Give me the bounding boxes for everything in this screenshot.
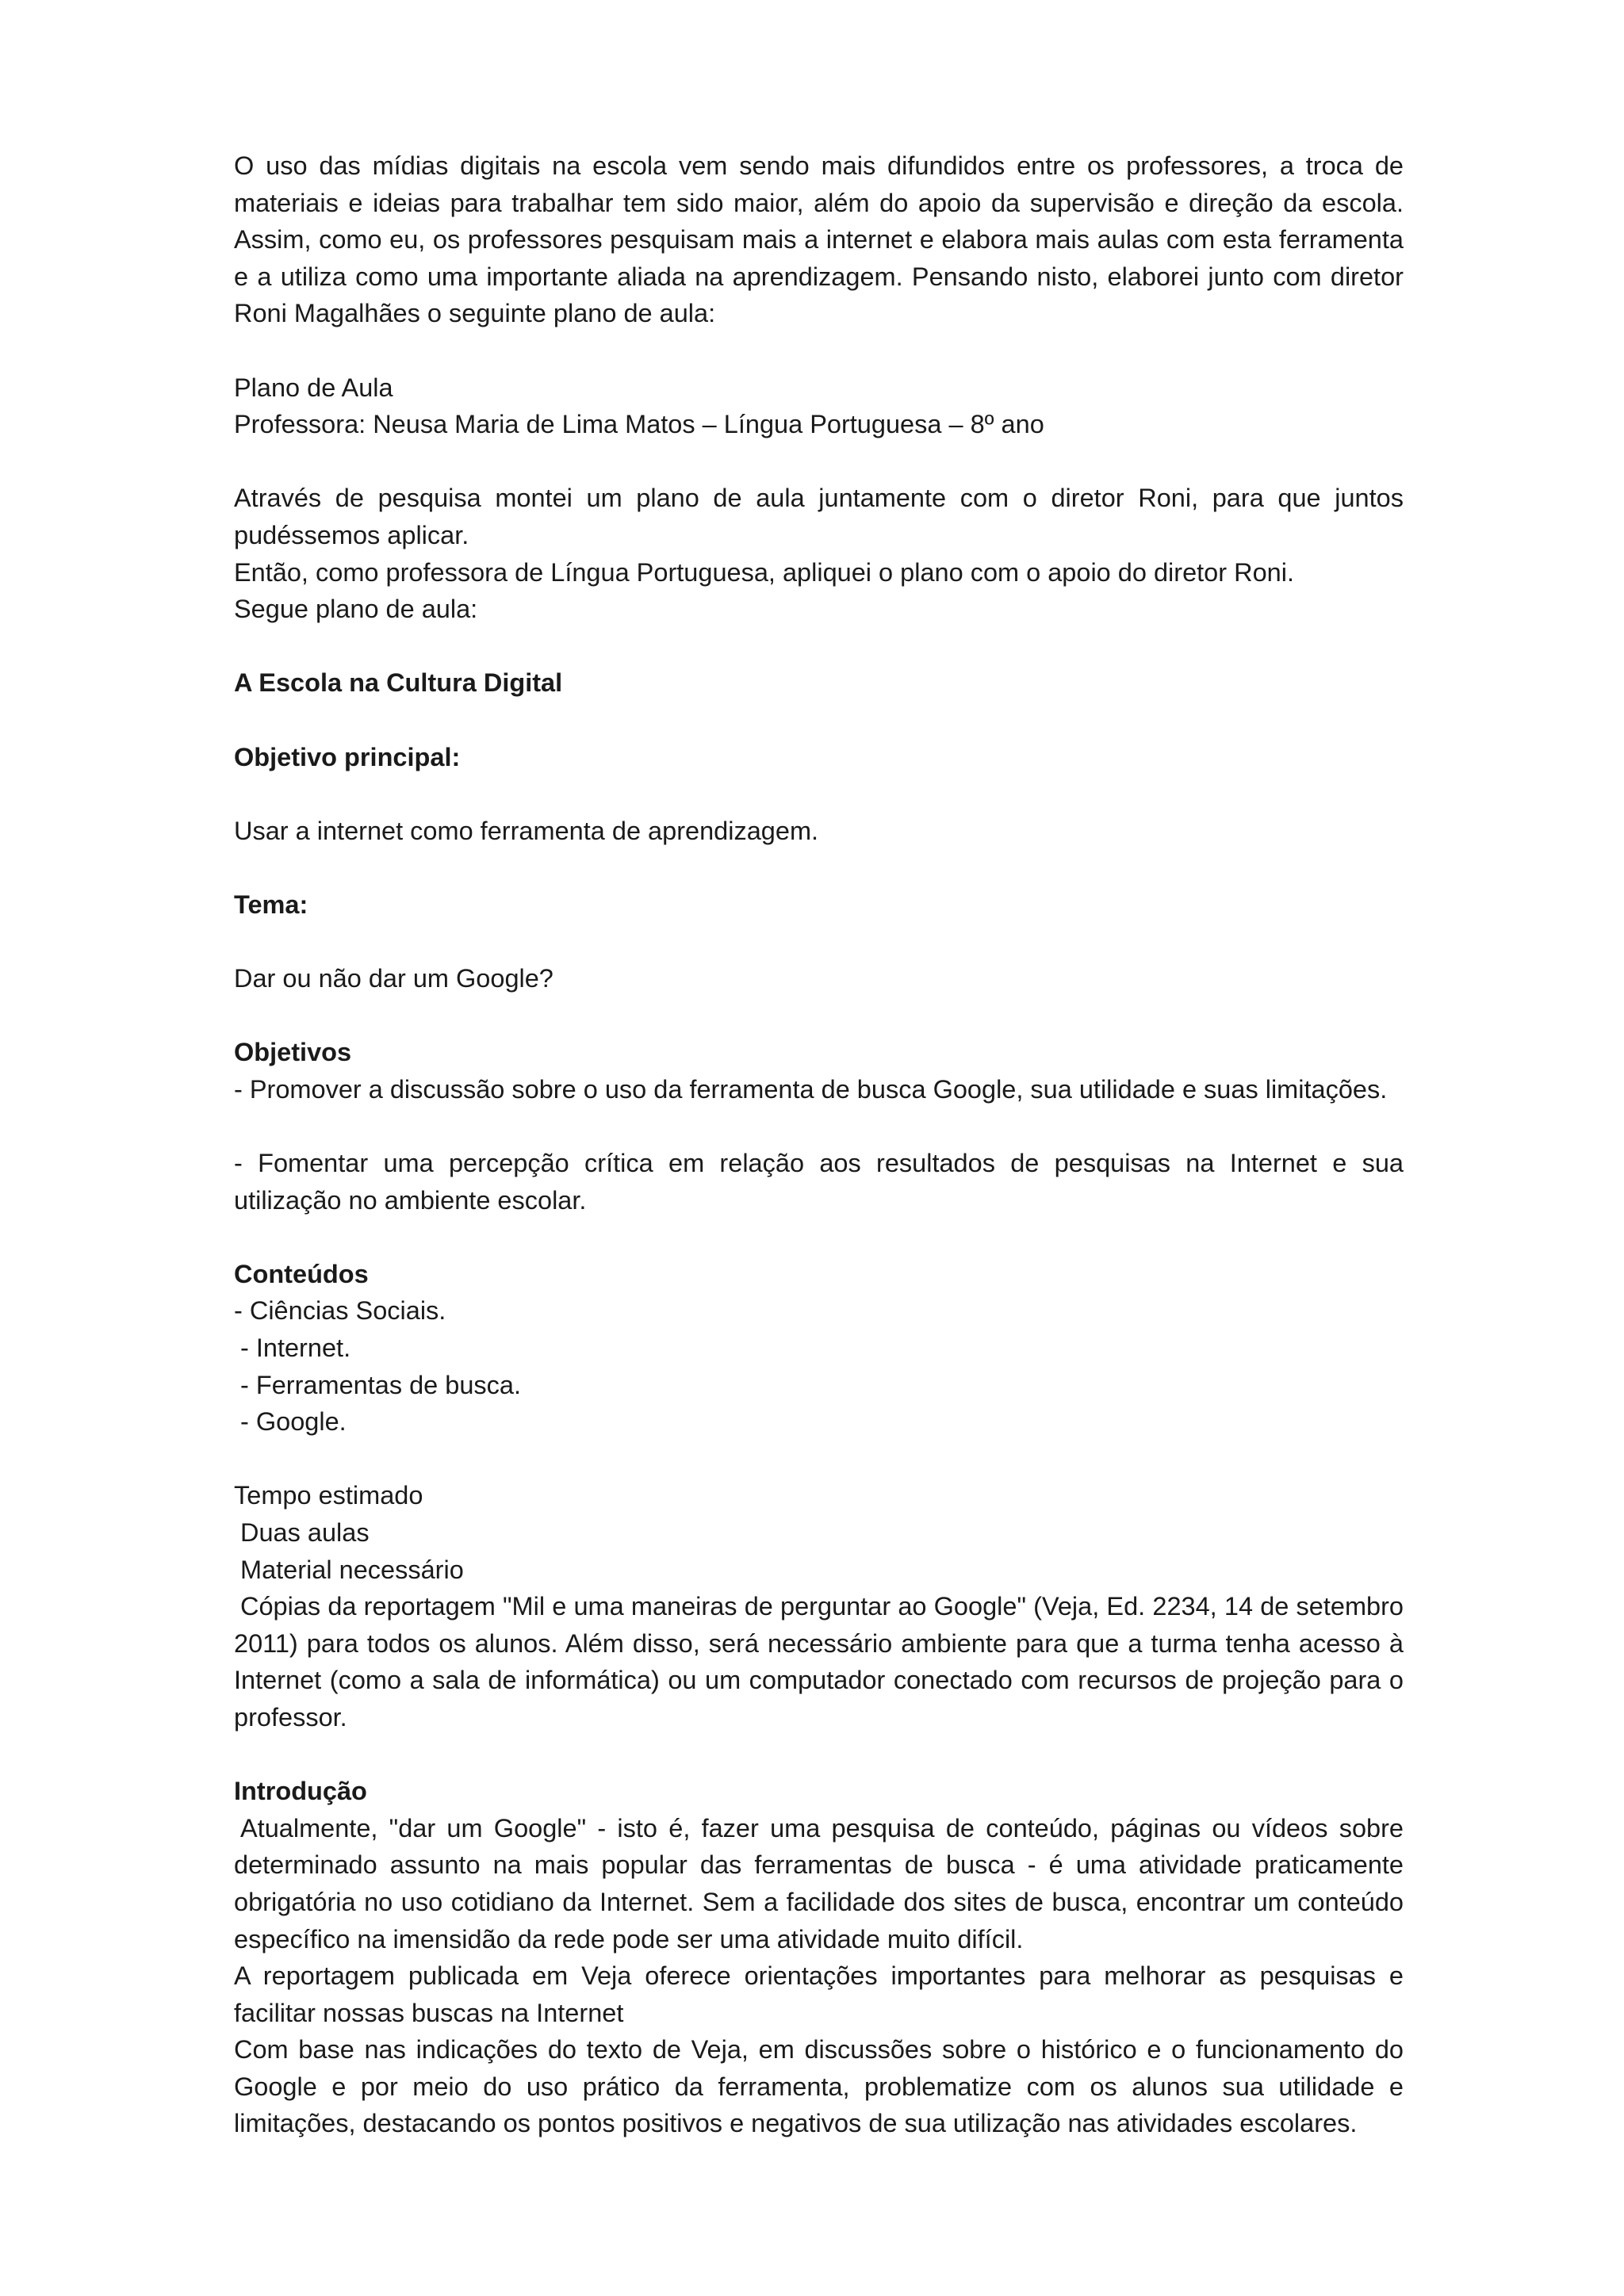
teacher-line: Professora: Neusa Maria de Lima Matos – Língua Portuguesa – 8º ano	[234, 410, 1044, 439]
spacer	[234, 1736, 1404, 1774]
objective-item: - Fomentar uma percepção crítica em relação aos resultados de pesquisas na Internet e sua utilização no ambiente escolar.	[234, 1149, 1404, 1215]
introduction-paragraph: Com base nas indicações do texto de Veja, em discussões sobre o histórico e o funcionamento do Google e por meio do uso prático da ferramenta, problematize com os alunos sua utilidade e limitações, destacando os pontos positivos e negativos de sua utilização nas atividades escolares.	[234, 2035, 1404, 2138]
spacer	[234, 628, 1404, 665]
spacer	[234, 923, 1404, 960]
introduction-paragraph: A reportagem publicada em Veja oferece orientações importantes para melhorar as pesquisas e facilitar nossas buscas na Internet	[234, 1961, 1404, 2027]
spacer	[234, 1108, 1404, 1145]
spacer	[234, 775, 1404, 813]
content-item: - Internet.	[240, 1334, 351, 1362]
spacer	[234, 997, 1404, 1035]
introduction-paragraph: Atualmente, "dar um Google" - isto é, fazer uma pesquisa de conteúdo, páginas ou vídeos sobre determinado assunto na mais popular das ferramentas de busca - é uma atividade praticamente obrigatória no uso cotidiano da Internet. Sem a facilidade dos sites de busca, encontrar um conteúdo específico na imensidão da rede pode ser uma atividade muito difícil.	[234, 1813, 1404, 1954]
context-paragraph: Então, como professora de Língua Portuguesa, apliquei o plano com o apoio do diretor Roni.	[234, 557, 1294, 587]
spacer	[234, 332, 1404, 369]
context-paragraph: Segue plano de aula:	[234, 595, 478, 624]
context-paragraph: Através de pesquisa montei um plano de aula juntamente com o diretor Roni, para que juntos pudéssemos aplicar.	[234, 484, 1404, 549]
contents-label: Conteúdos	[234, 1259, 369, 1288]
document-page	[234, 147, 1404, 2142]
objectives-label: Objetivos	[234, 1038, 352, 1067]
spacer	[234, 702, 1404, 739]
lesson-title: A Escola na Cultura Digital	[234, 668, 563, 698]
introduction-label: Introdução	[234, 1777, 367, 1806]
theme-label: Tema:	[234, 890, 308, 919]
spacer	[234, 849, 1404, 886]
spacer	[234, 1441, 1404, 1478]
content-item: - Google.	[240, 1407, 347, 1437]
time-value: Duas aulas	[240, 1517, 370, 1547]
material-text: Cópias da reportagem "Mil e uma maneiras de perguntar ao Google" (Veja, Ed. 2234, 14 de setembro 2011) para todos os alunos. Além disso, será necessário ambiente para que a turma tenha acesso à Internet (como a sala de informática) ou um computador conectado com recursos de projeção para o professor.	[234, 1592, 1404, 1732]
content-item: - Ferramentas de busca.	[240, 1370, 522, 1399]
spacer	[234, 443, 1404, 480]
plan-heading: Plano de Aula	[234, 373, 393, 402]
content-item: - Ciências Sociais.	[234, 1296, 446, 1326]
theme-text: Dar ou não dar um Google?	[234, 964, 553, 993]
main-objective-text: Usar a internet como ferramenta de aprendizagem.	[234, 816, 819, 845]
objective-item: - Promover a discussão sobre o uso da ferramenta de busca Google, sua utilidade e suas limitações.	[234, 1074, 1388, 1104]
intro-paragraph: O uso das mídias digitais na escola vem sendo mais difundidos entre os professores, a troca de materiais e ideias para trabalhar tem sido maior, além do apoio da supervisão e direção da escola. Assim, como eu, os professores pesquisam mais a internet e elabora mais aulas com esta ferramenta e a utiliza como uma importante aliada na aprendizagem. Pensando nisto, elaborei junto com diretor Roni Magalhães o seguinte plano de aula:	[234, 151, 1404, 328]
material-label: Material necessário	[240, 1555, 464, 1584]
time-label: Tempo estimado	[234, 1481, 423, 1510]
main-objective-label: Objetivo principal:	[234, 742, 461, 771]
spacer	[234, 1219, 1404, 1256]
